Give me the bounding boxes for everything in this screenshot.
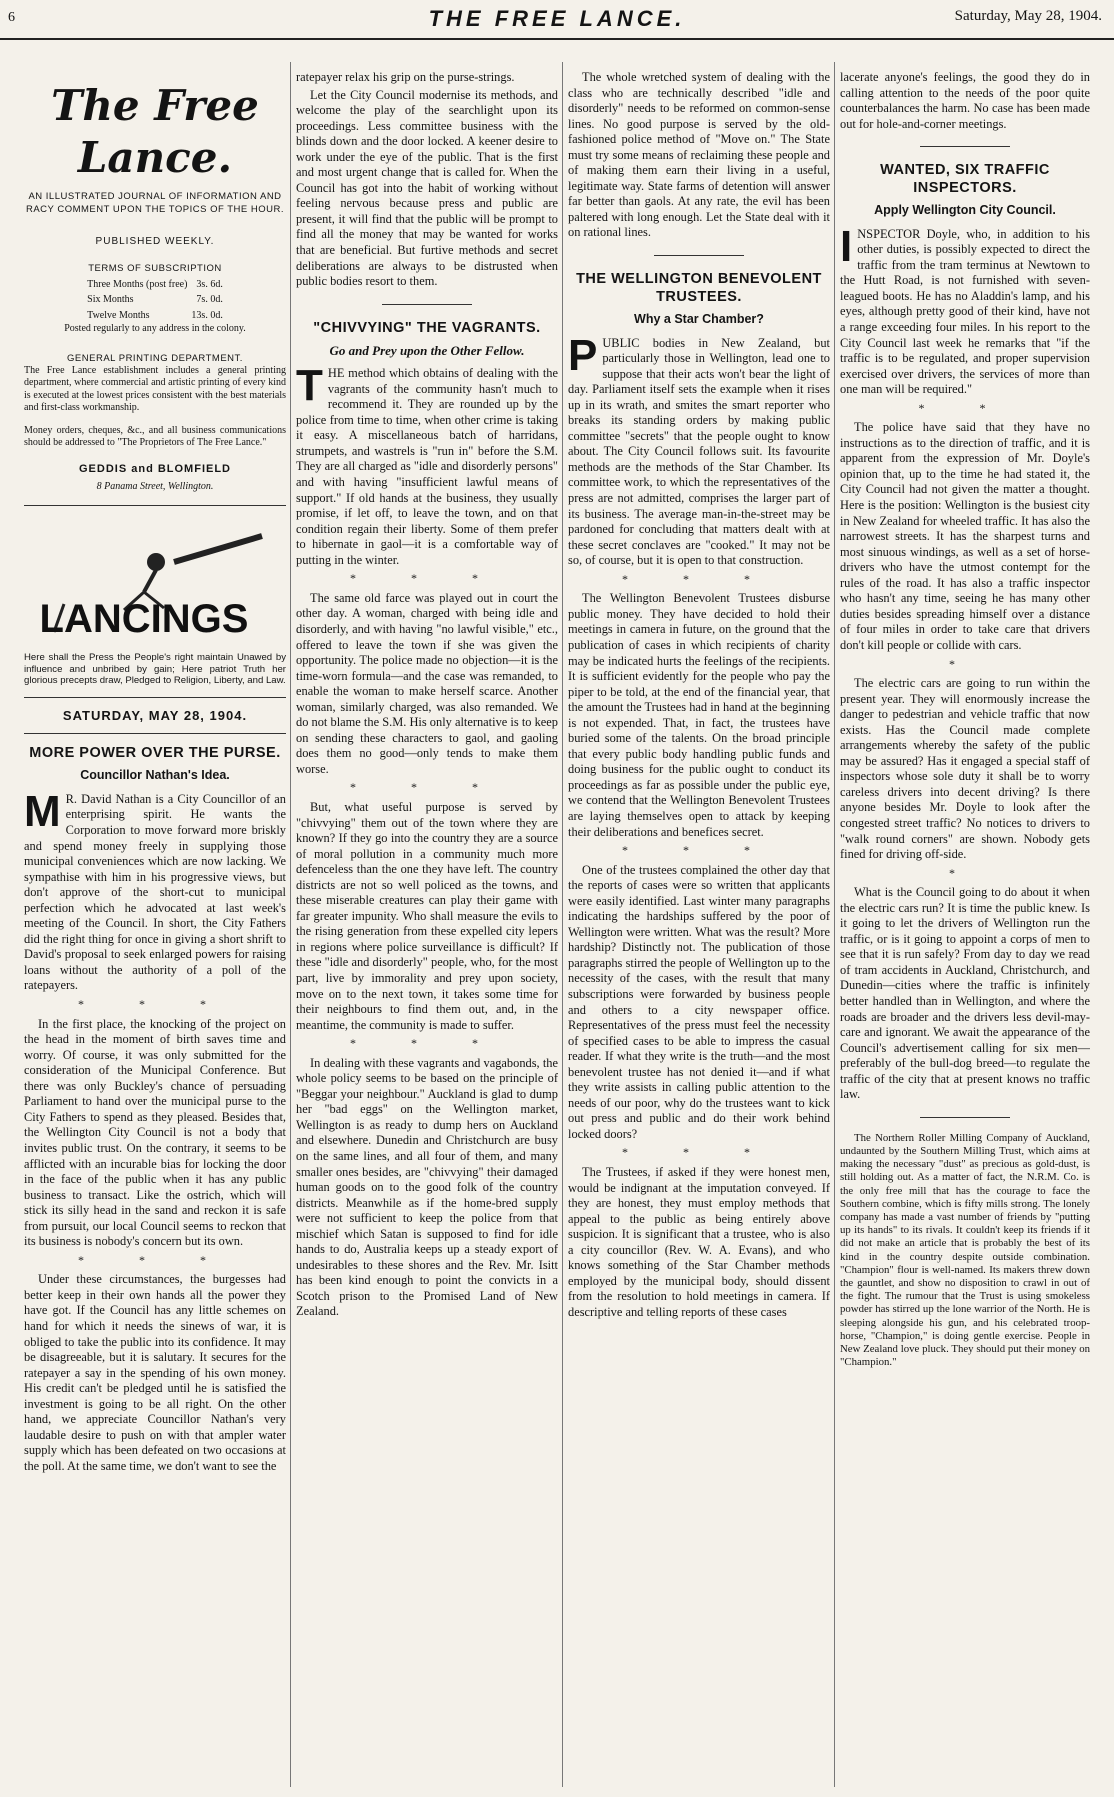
article-paragraph: Let the City Council modernise its methods, and welcome the play of the searchlight upon its proceedings. Less committee business with the blinds down and the door locked. A keener desire to work under the eye of the public. That is the first and most urgent change that is called for. When the Council has got into the habit of working without feeling nervous because press and public are present, it will find that the public will be prompt to find all the money that may be wanted for works that are beneficial. But furtive methods and secret deliberations are always to be distrusted when public bodies resort to them. <box>296 87 558 289</box>
money-orders-note: Money orders, cheques, &c., and all business communications should be addressed to "The Proprietors of The Free Lance." <box>24 424 286 449</box>
issue-dateline: SATURDAY, MAY 28, 1904. <box>62 707 248 723</box>
divider <box>654 255 744 256</box>
terms-heading: TERMS OF SUBSCRIPTION <box>88 262 222 274</box>
section-separator: * <box>949 656 981 671</box>
terms-period: Twelve Months <box>87 309 150 321</box>
divider <box>24 733 286 734</box>
section-separator: * * * <box>622 1145 776 1160</box>
dropcap: T <box>296 361 323 411</box>
firm-address: 8 Panama Street, Wellington. <box>96 481 214 493</box>
divider <box>920 146 1010 147</box>
section-separator: * * * <box>78 997 232 1012</box>
lancings-motto: Here shall the Press the People's right maintain Unawed by influence and unbribed by gain; Here patriot Truth her glorious precepts draw, Pledged to Religion, Liberty, and Law. <box>24 652 286 687</box>
section-separator: * * <box>918 400 1012 415</box>
article-subtitle-vagrants: Go and Prey upon the Other Fellow. <box>329 342 525 358</box>
article-paragraph: In dealing with these vagrants and vagabonds, the whole policy seems to be based on the principle of "Beggar your neighbour." Auckland is glad to dump her "bad eggs" on the Wellington market, Wellington is as ready to dump hers on Auckland and elsewhere. Dunedin and Christchurch are busy on the same lines, and all four of them, and many smaller ones besides, are "chivvying" their damaged human goods on to the good folk of the country districts. Meanwhile as if the home-bred supply were not sufficient to keep the police from that mischief which Satan is supposed to find for idle hands to do, Australia keeps up a steady export of undesirables to these shores and the Rev. Mr. Isitt has been kind enough to point the convicts in a Scotch prison to the Promised Land of New Zealand. <box>296 1055 558 1319</box>
newspaper-title: THE FREE LANCE. <box>428 6 686 31</box>
article-subtitle-trustees: Why a Star Chamber? <box>634 312 764 327</box>
page-header <box>0 0 1114 40</box>
article-subtitle-power: Councillor Nathan's Idea. <box>80 768 230 783</box>
terms-price: 7s. 0d. <box>196 294 223 306</box>
printing-text: The Free Lance establishment includes a general printing department, where commercial and artistic printing of every kind is executed at the lowest prices consistent with the best materials and first-class workmanship. <box>24 364 286 414</box>
divider <box>382 304 472 305</box>
article-paragraph: Under these circumstances, the burgesses had better keep in their own hands all the power they have got. If the Council has any little schemes on hand for which it needs the sinews of war, it is obliged to take the public into its confidence. It may be disagreeable, but it is salutary. It secures for the ratepayer a say in the spending of his own money. His credit can't be pledged until he is satisfied the investment is going to be all right. On the other hand, we appreciate Councillor Nathan's very laudable desire to push on with that ampler water supply which has been defeated on two occasions at the poll. At the same time, we don't want to see the <box>24 1272 286 1473</box>
article-paragraph: lacerate anyone's feelings, the good they do in calling attention to the needs of the poor quite counterbalances the harm. No case has been made out for hole-and-corner meetings. <box>840 70 1090 131</box>
article-paragraph <box>24 786 286 994</box>
article-paragraph <box>568 330 830 569</box>
lancings-title: LANCINGS <box>39 596 249 641</box>
article-title-vagrants: "CHIVVYING" THE VAGRANTS. <box>313 319 541 336</box>
divider <box>24 697 286 698</box>
firm-name: GEDDIS and BLOMFIELD <box>79 462 231 475</box>
column-4 <box>840 70 1090 1785</box>
article-paragraph: What is the Council going to do about it when the electric cars run? It is time the public knew. Is it going to let the drivers of Wellington run the traffic, or is it going to appoint a corps of men to see that it is run safely? From day to day we read of tram accidents in Auckland, Christchurch, and Dunedin—cities where the traffic is infinitely better handled than in Wellington, and where the roads are broader and the drivers less devil-may-care and ignorant. We await the appearance of the Council's advertisement calling for six men—preferably of the bull-dog breed—to regulate the traffic of the city that at present knows no traffic law. <box>840 885 1090 1102</box>
page-number: 6 <box>8 10 15 25</box>
section-separator: * * * <box>350 1036 504 1051</box>
terms-row <box>85 308 225 324</box>
article-paragraph: One of the trustees complained the other day that the reports of cases were so written that applicants were easily identified. Last winter many paragraphs indicating the hardships suffered by the poor of Wellington were written. What was the result? More hardship? Distinctly not. The publication of those paragraphs stirred the people of Wellington up to the necessity of the cases, with the result that many subscriptions were forwarded by business people and others to a city newspaper office. Representatives of the press must feel the necessity of specified cases to be able to impress the casual reader. If what they write is the truth—and the most benevolent trustee has not denied it—and if what they write assists in calling public attention to the needs of our poor, why do the trustees want to kick out press and public and do their work behind locked doors? <box>568 862 830 1141</box>
divider <box>920 1117 1010 1118</box>
article-paragraph: The same old farce was played out in court the other day. A woman, charged with being idle and disorderly, and with having "no lawful visible," etc., offered to leave the town if she was given the opportunity. The police made no objection—it is the time-worn formula—and the case was remanded, to enable the woman to make herself scarce. Another woman, similarly charged, was also remanded. We do not blame the S.M. His only alternative is to keep on sending these characters to gaol, and gaoling does them no good—only tends to make them worse. <box>296 590 558 776</box>
published-weekly: PUBLISHED WEEKLY. <box>95 236 215 247</box>
lancings-illustration <box>24 532 264 642</box>
masthead-logo: The Free Lance. <box>51 81 259 182</box>
section-separator: * * * <box>350 571 504 586</box>
milling-paragraph: The Northern Roller Milling Company of Auckland, undaunted by the Southern Milling Trust, which aims at making the necessary "dust" as precious as gold-dust, is still holding out. As a matter of fact, the N.R.M. Co. is the only free mill that has the courage to face the Southern combine, which is fifty mills strong. The lonely company has made a vast number of friends by "putting up its hands" to its rivals. It couldn't keep its friends if it did not make an article that is probably the best of its kind in the country despite outside combination. "Champion" flour is well-named. Its makers threw down the gauntlet, and show no disposition to crawl in out of the fight. The rumour that the Trust is using smokeless powder has stirred up the lone warrior of the North. He is sleeping alongside his gun, and his celebrated troop-horse, "Champion," is doing gentle exercise. People in New Zealand love pluck. They should put their money on "Champion." <box>840 1131 1090 1369</box>
column-rule <box>834 62 835 1787</box>
article-paragraph: The police have said that they have no instructions as to the direction of traffic, and it is apparent from the expression of Mr. Doyle's opinion that, up to the time he had stated it, the City Council had not given the matter a thought. Here is the position: Wellington is the busiest city in New Zealand for wheeled traffic. It has also the narrowest streets. It has the sharpest turns and most sinuous windings, as well as a set of horse-drivers who have the utmost contempt for the rules of the road. It has also a traffic inspector who hasn't any time, seeing he has many other duties besides spreading himself over a distance of four miles in order to take care that drivers don't kill people or collide with cars. <box>840 420 1090 652</box>
article-paragraph: ratepayer relax his grip on the purse-strings. <box>296 70 515 84</box>
column-3 <box>568 70 830 1785</box>
dropcap: I <box>840 221 853 271</box>
masthead-description: AN ILLUSTRATED JOURNAL OF INFORMATION AND RACY COMMENT UPON THE TOPICS OF THE HOUR. <box>25 191 285 215</box>
section-separator: * <box>949 865 981 880</box>
article-paragraph: The whole wretched system of dealing with the class who are technically described "idle and disorderly" needs to be reformed on common-sense lines. No good purpose is served by the old-fashioned police method of "Move on." The State must try some means of reclaiming these people and of making them earn their living in a useful, legitimate way. State farms of detention will answer far better than gaols. At any rate, the evil has been paltered with long enough. Let the State deal with it on rational lines. <box>568 70 830 240</box>
terms-row <box>85 277 225 293</box>
terms-row <box>85 292 225 308</box>
printing-heading: GENERAL PRINTING DEPARTMENT. <box>67 352 243 364</box>
column-rule <box>290 62 291 1787</box>
posted-note: Posted regularly to any address in the colony. <box>64 323 246 335</box>
section-separator: * * * <box>350 780 504 795</box>
article-title-power: MORE POWER OVER THE PURSE. <box>29 745 281 762</box>
section-separator: * * * <box>622 843 776 858</box>
section-separator: * * * <box>622 571 776 586</box>
paragraph-text: HE method which obtains of dealing with the vagrants of the community hasn't much to recommend it. They are rounded up by the police from time to time, when other crime is taking it easy. A miscellaneous batch of harridans, strumpets, and wastrels is "run in" before the S.M. They are all charged as "idle and disorderly persons" and with having "insufficient lawful means of support." If old hands at the business, they usually promise, if let off, to leave the town, and on that condition regain their liberty. Some of them prefer to hibernate in gaol—it is a comfortable way of putting in the winter. <box>296 366 558 567</box>
article-title-trustees: THE WELLINGTON BENEVOLENT TRUSTEES. <box>576 271 822 306</box>
terms-period: Three Months (post free) <box>87 278 188 290</box>
issue-date: Saturday, May 28, 1904. <box>954 8 1102 24</box>
terms-period: Six Months <box>87 294 134 306</box>
column-rule <box>562 62 563 1787</box>
article-paragraph <box>296 361 558 568</box>
terms-price: 13s. 0d. <box>191 309 223 321</box>
column-1 <box>24 70 286 1785</box>
article-title-traffic: WANTED, SIX TRAFFIC INSPECTORS. <box>880 162 1050 197</box>
dropcap: P <box>568 330 598 380</box>
divider <box>24 505 286 506</box>
paragraph-text: R. David Nathan is a City Councillor of an enterprising spirit. He wants the Corporation to move forward more briskly and spend money freely in supplying those municipal conveniences which are now lacking. We sympathise with him in his progressive views, but don't approve of the short-cut to municipal perfection which he advocated at last week's meeting of the Council. In short, the City Fathers did the right thing for once in giving a short shrift to David's proposal to seek enlarged powers for raising loans without the authority of a poll of the ratepayers. <box>24 791 286 993</box>
article-paragraph: The electric cars are going to run within the present year. They will enormously increase the danger to pedestrian and vehicle traffic that now exists. Has the Council made complete arrangements whereby the safety of the public may be assured? Has it engaged a special staff of inspectors whose sole duty it shall be to worry careless drivers into decent driving? Is there anyone besides Mr. Doyle to look after the congested street traffic? No notices to drivers to "walk round corners" are shown. Nobody gets fined for driving off-side. <box>840 676 1090 862</box>
article-paragraph: The Trustees, if asked if they were honest men, would be indignant at the imputation conveyed. If they are honest, they must employ methods that appeal to the public as being entirely above suspicion. It is significant that a trustee, who is also a city councillor (Rev. W. A. Evans), and who knows something of the Star Chamber methods employed by the municipal body, should dissent from the resolution to hold meetings in camera. If descriptive and telling reports of these cases <box>568 1165 830 1319</box>
dropcap: M <box>24 786 61 836</box>
paragraph-text: NSPECTOR Doyle, who, in addition to his other duties, is possibly expected to direct the traffic from the tram terminus at Newtown to the Hutt Road, is not furnished with seven-leagued boots. He has no Aladdin's lamp, and his eyes, although pretty good of their kind, have not a range exceeding four miles. In his report to the City Council last week he remarks that "if the traffic is to be regulated, and proper supervision exercised over drivers, the services of more than one man will be required." <box>840 226 1090 397</box>
section-separator: * * * <box>78 1252 232 1267</box>
article-paragraph: But, what useful purpose is served by "chivvying" them out of the town where they are known? If they go into the country they are a source of moral pollution in a community much more defenceless than the one they have left. The country districts are not so well policed as the towns, and these miserable creatures can play their game with far greater impunity. Who shall measure the evils to the rising generation from these expelled city lepers in regions where police surveillance is difficult? If these "idle and disorderly" people, who, for the most part, live by immorality and prey upon society, move on to the next town, it takes some time for their neighbours to find them out, and, in the meantime, the community is made to suffer. <box>296 799 558 1032</box>
terms-table <box>85 277 225 324</box>
article-paragraph: The Wellington Benevolent Trustees disburse public money. They have decided to hold their meetings in camera in future, on the ground that the publication of cases in which recipients of charity may be indicated hurts the feelings of the recipients. It is sufficient evidently for the people who pay the piper to be told, at the end of the financial year, that the amount the Trustees had in hand at the beginning is not expended. That, in fact, the trustees have buried some of the talents. On the broad principle that every public body handling public funds and doing business for the public ought to conduct its proceedings as far as possible under the public eye, we contend that the Wellington Benevolent Trustees are laying themselves open to attack by keeping their deliberations and benefices secret. <box>568 591 830 839</box>
column-2 <box>296 70 558 1785</box>
terms-price: 3s. 6d. <box>196 278 223 290</box>
article-paragraph <box>840 221 1090 398</box>
paragraph-text: UBLIC bodies in New Zealand, but particularly those in Wellington, lead one to suppose that their acts won't bear the light of day. Parliament itself sets the example when it rises up in its wrath, and smites the smart reporter who breaks its standing orders by making public committee "secrets" that the people ought to know about. The City Council follows suit. Its favourite methods are the methods of the Star Chamber. Its committee work, to which the representatives of the press are not admitted, comprises the larger part of its business. The average man-in-the-street may be pardoned for concluding that matters dealt with at these secret conclaves are "cooked." It may not be so, of course, but it is open to that construction. <box>568 335 830 568</box>
article-paragraph: In the first place, the knocking of the project on the head in the moment of birth saves time and worry. Of course, it was only submitted for the consideration of the Municipal Conference. But there was only Buckley's chance of persuading Parliament to hand over the municipal purse to the City Fathers to spend as they pleased. Besides that, the Wellington City Council is not a body that invites public trust. On the contrary, it seems to be afflicted with an incurable bias for locking the door in the face of the public when it has any public business to transact. Like the ostrich, which will stick its silly head in the sand and reckon it is safe from pursuit, our local Council seems to reckon that its business is nobody's concern but its own. <box>24 1016 286 1249</box>
article-subtitle-traffic: Apply Wellington City Council. <box>874 203 1056 218</box>
